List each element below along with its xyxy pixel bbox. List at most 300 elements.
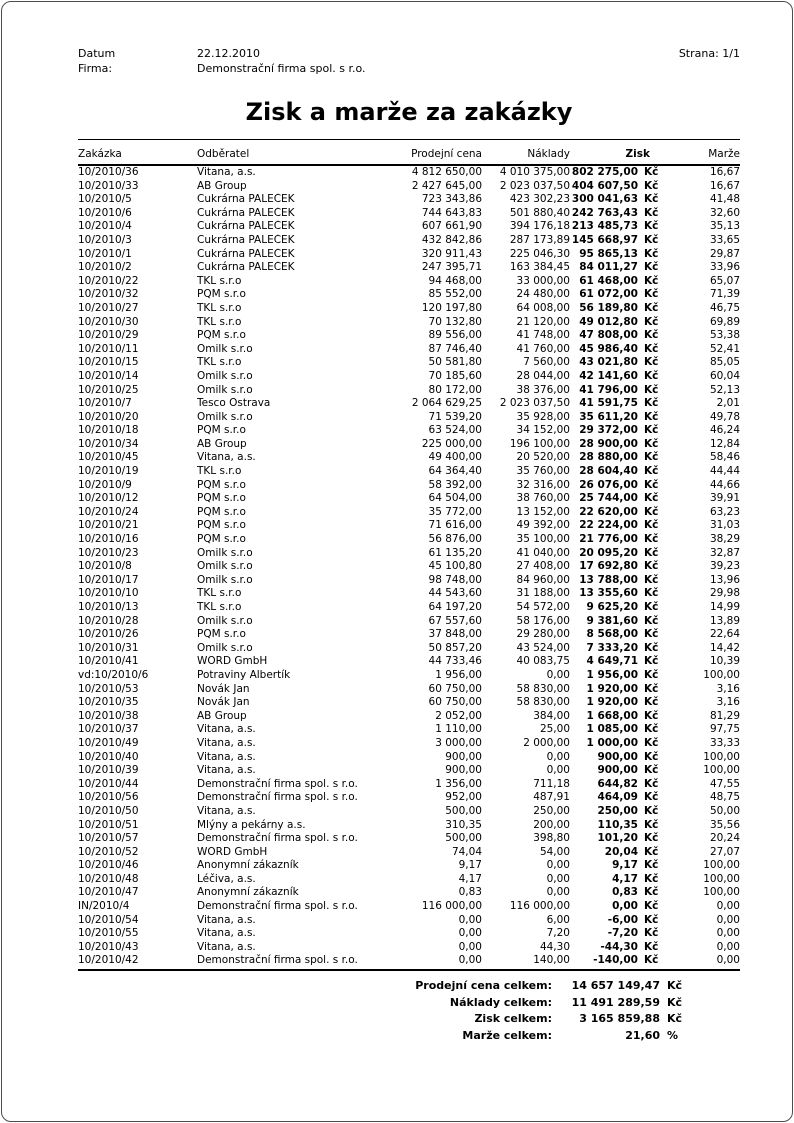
table-row — [78, 506, 740, 520]
price-cell: 0,83 — [458, 886, 482, 899]
margin-cell: 63,23 — [709, 505, 740, 518]
currency-label: Kč — [644, 913, 659, 926]
margin-cell: 39,91 — [709, 492, 740, 505]
margin-cell: 0,00 — [716, 900, 740, 913]
customer-cell: Omilk s.r.o — [197, 641, 253, 654]
profit-cell — [570, 180, 660, 194]
order-cell: 10/2010/48 — [78, 872, 139, 885]
price-cell: 56 876,00 — [428, 533, 482, 546]
total-row — [78, 995, 693, 1012]
currency-label: Kč — [644, 818, 659, 831]
table-row — [78, 737, 740, 751]
margin-cell: 85,05 — [709, 356, 740, 369]
customer-cell: TKL s.r.o — [197, 315, 242, 328]
total-row — [78, 978, 693, 995]
order-cell: 10/2010/29 — [78, 329, 139, 342]
currency-label: Kč — [644, 179, 659, 192]
profit-amount: 1 000,00 — [586, 736, 638, 749]
margin-cell: 31,03 — [709, 519, 740, 532]
profit-cell — [570, 343, 660, 357]
currency-label: Kč — [644, 356, 659, 369]
costs-cell: 35 100,00 — [516, 533, 570, 546]
currency-label: Kč — [644, 274, 659, 287]
price-cell: 49 400,00 — [428, 451, 482, 464]
table-row — [78, 438, 740, 452]
price-cell: 74,04 — [451, 845, 482, 858]
margin-cell: 27,07 — [709, 845, 740, 858]
currency-label: Kč — [644, 533, 659, 546]
currency-label: Kč — [644, 247, 659, 260]
order-cell: 10/2010/32 — [78, 288, 139, 301]
order-cell: 10/2010/36 — [78, 166, 139, 178]
total-unit: % — [667, 1028, 679, 1042]
price-cell: 1 956,00 — [435, 668, 482, 681]
customer-cell: Demonstrační firma spol. s r.o. — [197, 791, 358, 804]
table-row — [78, 574, 740, 588]
customer-cell: Demonstrační firma spol. s r.o. — [197, 954, 358, 967]
price-cell: 50 581,80 — [428, 356, 482, 369]
order-cell: 10/2010/2 — [78, 261, 132, 274]
order-cell: 10/2010/13 — [78, 601, 139, 613]
margin-cell: 13,89 — [709, 614, 740, 627]
customer-cell: Potraviny Albertík — [197, 668, 291, 681]
margin-cell: 100,00 — [703, 764, 740, 777]
order-cell: 10/2010/42 — [78, 954, 139, 967]
price-cell: 60 750,00 — [428, 682, 482, 695]
costs-cell: 7,20 — [546, 927, 570, 940]
order-cell: 10/2010/16 — [78, 533, 139, 546]
profit-amount: 644,82 — [597, 777, 638, 790]
currency-label: Kč — [644, 546, 659, 559]
report-page — [78, 0, 740, 1044]
profit-amount: 61 072,00 — [579, 288, 638, 301]
currency-label: Kč — [644, 764, 659, 777]
margin-cell: 35,56 — [709, 818, 740, 831]
costs-cell: 13 152,00 — [516, 505, 570, 518]
costs-cell: 28 044,00 — [516, 369, 570, 382]
column-header-customer: Odběratel — [197, 148, 250, 160]
table-row — [78, 723, 740, 737]
customer-cell: Vitana, a.s. — [197, 166, 256, 178]
total-unit: Kč — [667, 995, 683, 1009]
currency-label: Kč — [644, 886, 659, 899]
table-row — [78, 846, 740, 860]
order-cell: 10/2010/17 — [78, 573, 139, 586]
table-row — [78, 479, 740, 493]
currency-label: Kč — [644, 233, 659, 246]
price-cell: 0,00 — [458, 913, 482, 926]
margin-cell: 48,75 — [709, 791, 740, 804]
price-cell: 4,17 — [458, 872, 482, 885]
margin-cell: 46,75 — [709, 301, 740, 314]
costs-cell: 44,30 — [539, 940, 570, 953]
currency-label: Kč — [644, 845, 659, 858]
margin-cell: 41,48 — [709, 193, 740, 206]
customer-cell: Cukrárna PALEČEK — [197, 261, 295, 274]
price-cell: 61 135,20 — [428, 546, 482, 559]
total-label: Zisk celkem: — [474, 1012, 552, 1026]
costs-cell: 21 120,00 — [516, 315, 570, 328]
profit-cell — [570, 832, 660, 846]
price-cell: 85 552,00 — [428, 288, 482, 301]
price-cell: 116 000,00 — [421, 900, 482, 913]
profit-amount: 20,04 — [604, 845, 638, 858]
costs-cell: 384,00 — [533, 709, 570, 722]
costs-cell: 84 960,00 — [516, 573, 570, 586]
customer-cell: Anonymní zákazník — [197, 886, 299, 899]
customer-cell: Anonymní zákazník — [197, 859, 299, 872]
price-cell: 0,00 — [458, 954, 482, 967]
price-cell: 952,00 — [445, 791, 482, 804]
margin-cell: 35,13 — [709, 220, 740, 233]
table-row — [78, 601, 740, 615]
price-cell: 900,00 — [445, 750, 482, 763]
currency-label: Kč — [644, 804, 659, 817]
margin-cell: 0,00 — [716, 940, 740, 953]
table-row — [78, 370, 740, 384]
costs-cell: 41 040,00 — [516, 546, 570, 559]
total-row — [78, 1011, 693, 1028]
profit-cell — [570, 193, 660, 207]
total-label: Prodejní cena celkem: — [415, 979, 552, 993]
table-row — [78, 288, 740, 302]
customer-cell: WORD GmbH — [197, 845, 268, 858]
order-cell: 10/2010/57 — [78, 832, 139, 845]
currency-label: Kč — [644, 709, 659, 722]
customer-cell: Cukrárna PALEČEK — [197, 247, 295, 260]
profit-amount: -6,00 — [607, 913, 638, 926]
profit-amount: 56 189,80 — [579, 301, 638, 314]
profit-cell — [570, 927, 660, 941]
profit-cell — [570, 723, 660, 737]
profit-cell — [570, 506, 660, 520]
profit-cell — [570, 642, 660, 656]
currency-label: Kč — [644, 832, 659, 845]
costs-cell: 25,00 — [539, 723, 570, 736]
table-row — [78, 805, 740, 819]
report-title: Zisk a marže za zakázky — [245, 98, 573, 126]
profit-amount: 42 141,60 — [579, 369, 638, 382]
order-cell: 10/2010/53 — [78, 682, 139, 695]
margin-cell: 33,96 — [709, 261, 740, 274]
price-cell: 900,00 — [445, 764, 482, 777]
currency-label: Kč — [644, 777, 659, 790]
margin-cell: 33,33 — [709, 736, 740, 749]
price-cell: 50 857,20 — [428, 641, 482, 654]
order-cell: 10/2010/41 — [78, 655, 139, 668]
table-row — [78, 384, 740, 398]
profit-amount: 464,09 — [597, 791, 638, 804]
profit-cell — [570, 166, 660, 180]
customer-cell: Cukrárna PALEČEK — [197, 220, 295, 233]
profit-amount: 49 012,80 — [579, 315, 638, 328]
order-cell: 10/2010/30 — [78, 315, 139, 328]
table-body — [78, 166, 740, 971]
profit-cell — [570, 873, 660, 887]
price-cell: 320 911,43 — [421, 247, 482, 260]
profit-amount: -7,20 — [607, 927, 638, 940]
order-cell: 10/2010/37 — [78, 723, 139, 736]
profit-amount: 213 485,73 — [571, 220, 638, 233]
margin-cell: 16,67 — [709, 179, 740, 192]
profit-cell — [570, 737, 660, 751]
margin-cell: 0,00 — [716, 954, 740, 967]
margin-cell: 0,00 — [716, 913, 740, 926]
currency-label: Kč — [644, 410, 659, 423]
order-cell: 10/2010/8 — [78, 560, 132, 573]
price-cell: 1 110,00 — [435, 723, 482, 736]
costs-cell: 501 880,40 — [509, 206, 570, 219]
order-cell: 10/2010/20 — [78, 410, 139, 423]
table-row — [78, 465, 740, 479]
column-header-costs: Náklady — [527, 148, 570, 160]
profit-amount: 47 808,00 — [579, 329, 638, 342]
customer-cell: PQM s.r.o — [197, 519, 246, 532]
price-cell: 44 733,46 — [428, 655, 482, 668]
costs-cell: 487,91 — [533, 791, 570, 804]
costs-cell: 7 560,00 — [523, 356, 570, 369]
margin-cell: 32,87 — [709, 546, 740, 559]
price-cell: 310,35 — [445, 818, 482, 831]
date-row — [78, 46, 679, 61]
customer-cell: Omilk s.r.o — [197, 614, 253, 627]
table-row — [78, 900, 740, 914]
profit-amount: 900,00 — [597, 750, 638, 763]
costs-cell: 423 302,23 — [509, 193, 570, 206]
total-unit: Kč — [667, 1012, 683, 1026]
profit-cell — [570, 574, 660, 588]
currency-label: Kč — [644, 465, 659, 478]
order-cell: 10/2010/15 — [78, 356, 139, 369]
profit-amount: 28 604,40 — [579, 465, 638, 478]
costs-cell: 2 023 037,50 — [499, 179, 570, 192]
table-row — [78, 302, 740, 316]
table-row — [78, 261, 740, 275]
customer-cell: TKL s.r.o — [197, 601, 242, 613]
table-row — [78, 914, 740, 928]
table-row — [78, 873, 740, 887]
customer-cell: Vitana, a.s. — [197, 764, 256, 777]
margin-cell: 13,96 — [709, 573, 740, 586]
profit-amount: 145 668,97 — [571, 233, 638, 246]
table-row — [78, 954, 740, 968]
order-cell: 10/2010/12 — [78, 492, 139, 505]
document-header — [78, 46, 740, 76]
price-cell: 64 504,00 — [428, 492, 482, 505]
customer-cell: Demonstrační firma spol. s r.o. — [197, 832, 358, 845]
costs-cell: 200,00 — [533, 818, 570, 831]
order-cell: 10/2010/52 — [78, 845, 139, 858]
costs-cell: 34 152,00 — [516, 424, 570, 437]
order-cell: 10/2010/26 — [78, 628, 139, 641]
table-row — [78, 655, 740, 669]
profit-cell — [570, 696, 660, 710]
price-cell: 120 197,80 — [421, 301, 482, 314]
profit-amount: 25 744,00 — [579, 492, 638, 505]
table-row — [78, 778, 740, 792]
company-value: Demonstrační firma spol. s r.o. — [197, 62, 366, 75]
currency-label: Kč — [644, 206, 659, 219]
column-header-margin: Marže — [708, 148, 740, 160]
margin-cell: 65,07 — [709, 274, 740, 287]
order-cell: 10/2010/7 — [78, 397, 132, 410]
customer-cell: Léčiva, a.s. — [197, 872, 256, 885]
costs-cell: 6,00 — [546, 913, 570, 926]
profit-amount: 1 920,00 — [586, 696, 638, 709]
profit-amount: 1 920,00 — [586, 682, 638, 695]
order-cell: 10/2010/31 — [78, 641, 139, 654]
margin-cell: 20,24 — [709, 832, 740, 845]
company-row — [78, 61, 679, 76]
margin-cell: 58,46 — [709, 451, 740, 464]
profit-amount: 900,00 — [597, 764, 638, 777]
price-cell: 37 848,00 — [428, 628, 482, 641]
profit-cell — [570, 288, 660, 302]
table-row — [78, 519, 740, 533]
customer-cell: PQM s.r.o — [197, 288, 246, 301]
profit-amount: 9,17 — [612, 859, 638, 872]
price-cell: 87 746,40 — [428, 342, 482, 355]
price-cell: 67 557,60 — [428, 614, 482, 627]
customer-cell: Demonstrační firma spol. s r.o. — [197, 900, 358, 913]
order-cell: 10/2010/56 — [78, 791, 139, 804]
costs-cell: 41 748,00 — [516, 329, 570, 342]
profit-amount: 0,83 — [612, 886, 638, 899]
currency-label: Kč — [644, 383, 659, 396]
table-row — [78, 220, 740, 234]
customer-cell: TKL s.r.o — [197, 587, 242, 600]
profit-cell — [570, 886, 660, 900]
profit-amount: 13 355,60 — [579, 587, 638, 600]
profit-amount: 1 085,00 — [586, 723, 638, 736]
currency-label: Kč — [644, 451, 659, 464]
customer-cell: Tesco Ostrava — [197, 397, 271, 410]
profit-cell — [570, 941, 660, 955]
margin-cell: 33,65 — [709, 233, 740, 246]
currency-label: Kč — [644, 668, 659, 681]
price-cell: 2 052,00 — [435, 709, 482, 722]
price-cell: 64 364,40 — [428, 465, 482, 478]
currency-label: Kč — [644, 478, 659, 491]
table-row — [78, 669, 740, 683]
order-cell: 10/2010/51 — [78, 818, 139, 831]
currency-label: Kč — [644, 791, 659, 804]
profit-cell — [570, 356, 660, 370]
costs-cell: 54 572,00 — [516, 601, 570, 613]
column-header-price: Prodejní cena — [411, 148, 482, 160]
profit-cell — [570, 220, 660, 234]
price-cell: 9,17 — [458, 859, 482, 872]
customer-cell: Vitana, a.s. — [197, 736, 256, 749]
profit-amount: 61 468,00 — [579, 274, 638, 287]
margin-cell: 29,87 — [709, 247, 740, 260]
price-cell: 64 197,20 — [428, 601, 482, 613]
profit-amount: 7 333,20 — [586, 641, 638, 654]
order-cell: 10/2010/43 — [78, 940, 139, 953]
table-row — [78, 710, 740, 724]
margin-cell: 46,24 — [709, 424, 740, 437]
currency-label: Kč — [644, 696, 659, 709]
currency-label: Kč — [644, 954, 659, 967]
currency-label: Kč — [644, 220, 659, 233]
costs-cell: 24 480,00 — [516, 288, 570, 301]
date-label: Datum — [78, 47, 116, 60]
profit-amount: 300 041,63 — [571, 193, 638, 206]
currency-label: Kč — [644, 315, 659, 328]
table-row — [78, 329, 740, 343]
profit-amount: 22 224,00 — [579, 519, 638, 532]
total-unit: Kč — [667, 979, 683, 993]
price-cell: 225 000,00 — [421, 437, 482, 450]
profit-amount: 35 611,20 — [579, 410, 638, 423]
profit-cell — [570, 669, 660, 683]
profit-amount: 9 625,20 — [586, 601, 638, 613]
order-cell: 10/2010/39 — [78, 764, 139, 777]
order-cell: IN/2010/4 — [78, 900, 130, 913]
currency-label: Kč — [644, 342, 659, 355]
customer-cell: Vitana, a.s. — [197, 451, 256, 464]
profit-cell — [570, 234, 660, 248]
profit-cell — [570, 655, 660, 669]
customer-cell: WORD GmbH — [197, 655, 268, 668]
margin-cell: 50,00 — [709, 804, 740, 817]
currency-label: Kč — [644, 682, 659, 695]
currency-label: Kč — [644, 573, 659, 586]
margin-cell: 32,60 — [709, 206, 740, 219]
customer-cell: Vitana, a.s. — [197, 804, 256, 817]
margin-cell: 100,00 — [703, 859, 740, 872]
profit-cell — [570, 628, 660, 642]
costs-cell: 0,00 — [546, 668, 570, 681]
orders-table — [78, 139, 740, 971]
order-cell: 10/2010/22 — [78, 274, 139, 287]
profit-cell — [570, 329, 660, 343]
margin-cell: 100,00 — [703, 668, 740, 681]
profit-amount: 0,00 — [612, 900, 638, 913]
customer-cell: Cukrárna PALEČEK — [197, 193, 295, 206]
totals-body — [78, 978, 740, 1044]
page-number: Strana: 1/1 — [678, 47, 740, 60]
margin-cell: 100,00 — [703, 886, 740, 899]
profit-amount: 20 095,20 — [579, 546, 638, 559]
margin-cell: 12,84 — [709, 437, 740, 450]
order-cell: 10/2010/4 — [78, 220, 132, 233]
customer-cell: PQM s.r.o — [197, 628, 246, 641]
costs-cell: 0,00 — [546, 872, 570, 885]
currency-label: Kč — [644, 193, 659, 206]
table-row — [78, 166, 740, 180]
costs-cell: 163 384,45 — [509, 261, 570, 274]
customer-cell: Vitana, a.s. — [197, 913, 256, 926]
currency-label: Kč — [644, 437, 659, 450]
costs-cell: 394 176,18 — [509, 220, 570, 233]
profit-amount: 95 865,13 — [579, 247, 638, 260]
margin-cell: 47,55 — [709, 777, 740, 790]
table-row — [78, 492, 740, 506]
currency-label: Kč — [644, 492, 659, 505]
customer-cell: Vitana, a.s. — [197, 927, 256, 940]
order-cell: 10/2010/49 — [78, 736, 139, 749]
profit-amount: 28 880,00 — [579, 451, 638, 464]
profit-amount: 29 372,00 — [579, 424, 638, 437]
table-row — [78, 791, 740, 805]
company-label: Firma: — [78, 62, 113, 75]
currency-label: Kč — [644, 505, 659, 518]
order-cell: 10/2010/19 — [78, 465, 139, 478]
customer-cell: TKL s.r.o — [197, 465, 242, 478]
currency-label: Kč — [644, 614, 659, 627]
price-cell: 45 100,80 — [428, 560, 482, 573]
